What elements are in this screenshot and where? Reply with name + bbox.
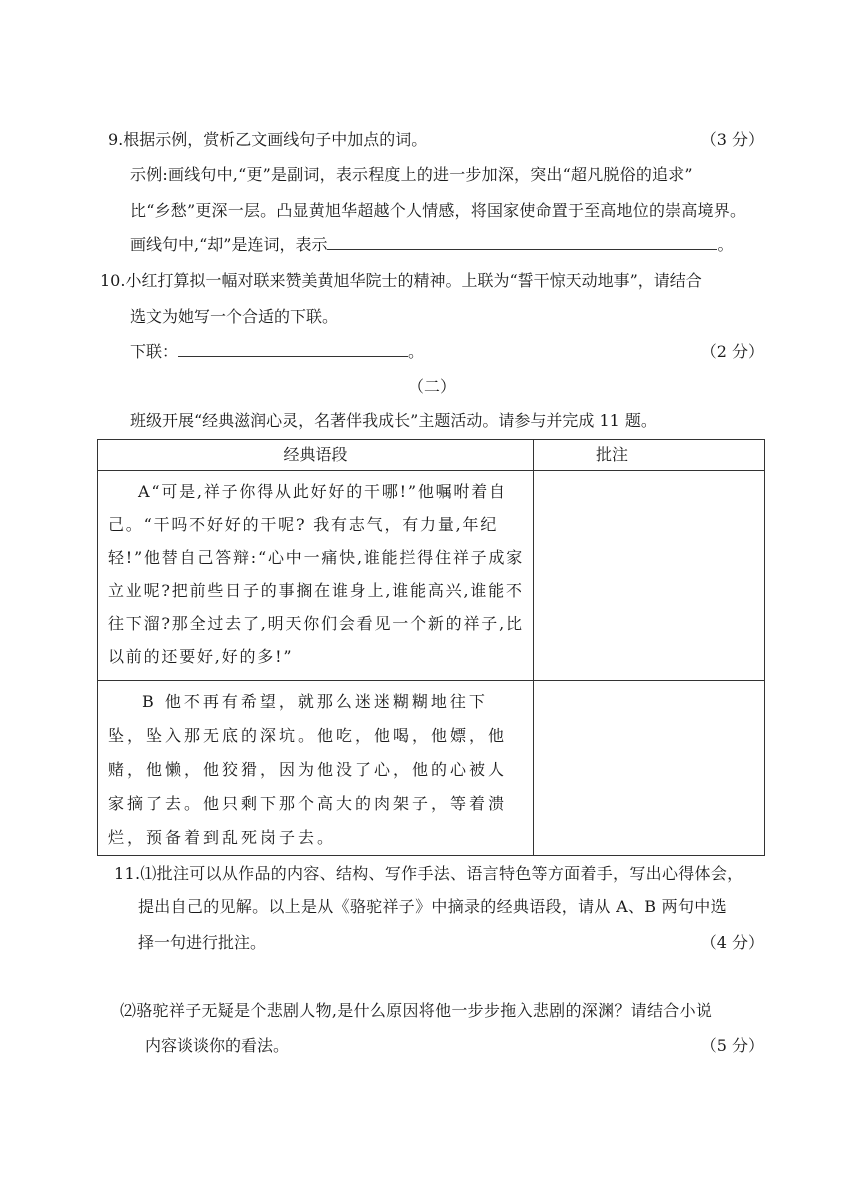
section-intro: 班级开展“经典滋润心灵，名著伴我成长”主题活动。请参与并完成 11 题。 <box>130 411 657 430</box>
question-9-example-line2: 比“乡愁”更深一层。凸显黄旭华超越个人情感，将国家使命置于至高地位的崇高境界。 <box>130 201 747 220</box>
question-10-answer-suffix: 。 <box>408 342 425 361</box>
question-9-score: （3 分） <box>700 130 764 149</box>
question-9-answer-suffix: 。 <box>717 235 734 254</box>
question-10-answer-line <box>130 339 424 362</box>
question-9-example-line1: 示例:画线句中,“更”是副词，表示程度上的进一步加深，突出“超凡脱俗的追求” <box>130 165 693 184</box>
table-header-left <box>98 440 534 471</box>
question-11-part2-line1: ⑵骆驼祥子无疑是个悲剧人物,是什么原因将他一步步拖入悲剧的深渊？请结合小说 <box>120 1001 713 1020</box>
question-9-prompt: 9.根据示例，赏析乙文画线句子中加点的词。 <box>108 130 428 149</box>
annotation-a-cell[interactable] <box>534 471 765 681</box>
question-10-answer-prefix: 下联： <box>130 342 179 361</box>
table-row <box>98 471 765 681</box>
table-header-right <box>534 440 765 471</box>
question-10-score: （2 分） <box>700 342 764 361</box>
question-11-part2-line2: 内容谈谈你的看法。 <box>145 1036 290 1055</box>
passage-a-text: A“可是,祥子你得从此好好的干哪!”他嘱咐着自己。“干吗不好好的干呢? 我有志气，有力量,年纪轻!”他替自己答辩:“心中一痛快,谁能拦得住祥子成家立业呢?把前些日子的事搁在谁身上,谁能高兴,谁能不往下溜?那全过去了,明天你们会看见一个新的祥子,比以前的还要好,好的多!” <box>108 482 525 666</box>
annotation-table <box>97 439 765 856</box>
question-10-line1: 10.小红打算拟一幅对联来赞美黄旭华院士的精神。上联为“誓干惊天动地事”，请结合 <box>100 271 702 290</box>
question-10-answer-blank[interactable] <box>178 342 408 357</box>
question-11-part2-score: （5 分） <box>700 1036 764 1055</box>
header-annotation: 批注 <box>596 445 629 464</box>
annotation-b-cell[interactable] <box>534 681 765 856</box>
table-header-row <box>98 440 765 471</box>
question-11-part1-line1: 11.⑴批注可以从作品的内容、结构、写作手法、语言特色等方面着手，写出心得体会， <box>114 864 744 883</box>
passage-b-cell <box>98 681 534 856</box>
section-heading: （二） <box>408 377 457 396</box>
question-11-part1-line2: 提出自己的见解。以上是从《骆驼祥子》中摘录的经典语段，请从 A、B 两句中选 <box>138 897 727 916</box>
question-11-part1-score: （4 分） <box>700 933 764 952</box>
question-10-line2: 选文为她写一个合适的下联。 <box>130 307 339 326</box>
question-9-answer-blank[interactable] <box>327 235 717 250</box>
question-9-answer-line <box>130 232 733 255</box>
table-row <box>98 681 765 856</box>
passage-b-text: B 他不再有希望，就那么迷迷糊糊地往下坠，坠入那无底的深坑。他吃，他喝，他嫖，他赌，他懒，他狡猾，因为他没了心，他的心被人家摘了去。他只剩下那个高大的肉架子，等着溃烂，预备着到乱死岗子去。 <box>108 692 508 847</box>
header-classic-passages: 经典语段 <box>283 445 348 464</box>
passage-a-cell <box>98 471 534 681</box>
question-11-part1-line3: 择一句进行批注。 <box>138 933 267 952</box>
question-9-answer-prefix: 画线句中,“却”是连词，表示 <box>130 235 328 254</box>
